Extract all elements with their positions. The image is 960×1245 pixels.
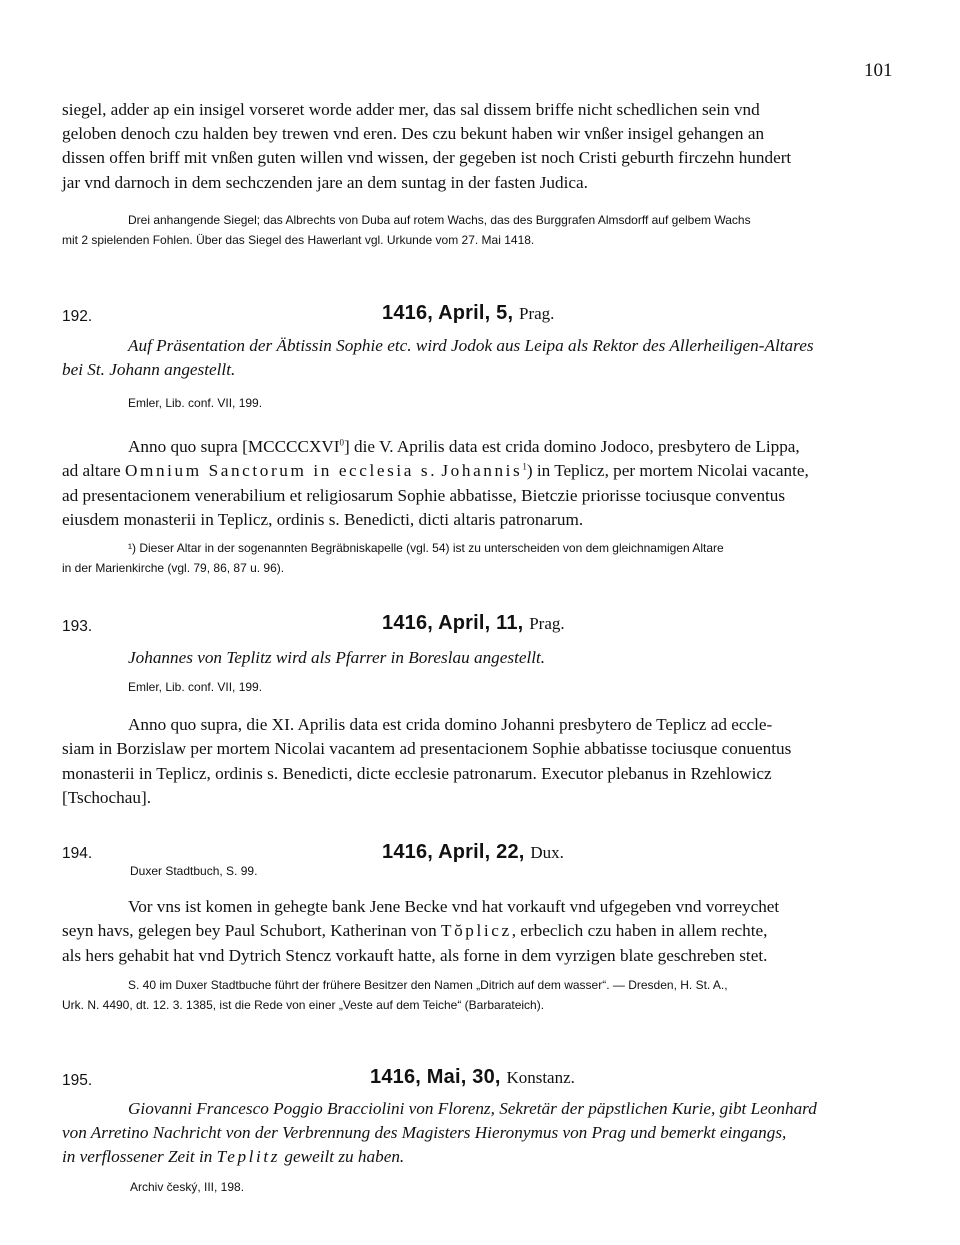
text-line: Anno quo supra, die XI. Aprilis data est crida domino Johanni presbytero de Teplicz ad eccle- — [128, 715, 773, 734]
entry-date — [382, 841, 564, 864]
text-fragment: ad altare — [62, 461, 121, 481]
text-line — [62, 919, 896, 943]
text-fragment: , erbeclich czu haben in allem rechte, — [511, 921, 768, 941]
seal-note — [62, 210, 896, 250]
note-line: in der Marienkirche (vgl. 79, 86, 87 u. 96). — [62, 561, 285, 575]
text-line: als hers gehabit hat vnd Dytrich Stencz vorkauft hatte, als forne in dem vyrzigen blate geschreben stet. — [62, 945, 768, 965]
regest-line — [62, 1145, 902, 1169]
entry-text — [62, 895, 896, 968]
entry-text — [62, 435, 896, 532]
text-line: Vor vns ist komen in gehegte bank Jene Becke vnd hat vorkauft vnd ufgegeben vnd vorreychet — [128, 897, 780, 916]
entry-note — [62, 975, 896, 1015]
regest-line: bei St. Johann angestellt. — [62, 360, 236, 379]
text-fragment: ] die V. Aprilis data est crida domino Jodoco, presbytero de Lippa, — [344, 437, 800, 456]
text-line: geloben denoch czu halden bey trewen vnd eren. Des czu bekunt haben wir vnßer insigel gehangen an — [62, 124, 765, 144]
entry-number: 194. — [62, 845, 93, 862]
source-reference: Emler, Lib. conf. VII, 199. — [128, 396, 263, 410]
note-line: Urk. N. 4490, dt. 12. 3. 1385, ist die Rede von einer „Veste auf dem Teiche“ (Barbarateich). — [62, 998, 545, 1012]
text-line: jar vnd darnoch in dem sechczenden jare an dem suntag in der fasten Judica. — [62, 172, 588, 192]
entry-number: 195. — [62, 1072, 93, 1089]
entry-place: Prag. — [518, 304, 555, 323]
continuation-text — [62, 98, 896, 195]
entry-date — [370, 1066, 575, 1089]
text-line: [Tschochau]. — [62, 787, 151, 807]
entry-date — [382, 612, 565, 635]
text-line — [62, 459, 896, 483]
source-reference: Archiv český, III, 198. — [130, 1180, 245, 1194]
entry-place: Prag. — [529, 614, 565, 633]
footnote-ref: 1 — [522, 461, 527, 472]
regest-line: Johannes von Teplitz wird als Pfarrer in Boreslau angestellt. — [128, 648, 546, 667]
text-fragment: Anno quo supra [MCCCCXVI — [128, 437, 340, 456]
source-reference: Emler, Lib. conf. VII, 199. — [128, 680, 263, 694]
text-line: ad presentacionem venerabilium et religiosarum Sophie abbatisse, Bietczie priorisse tociusque conventus — [62, 485, 786, 505]
entry-place: Dux. — [530, 843, 564, 862]
source-reference: Duxer Stadtbuch, S. 99. — [130, 864, 258, 878]
note-line: S. 40 im Duxer Stadtbuche führt der frühere Besitzer den Namen „Ditrich auf dem wasser“. — Dresden, H. St. A., — [128, 978, 728, 992]
spaced-text: Tŏplicz — [441, 921, 512, 941]
text-fragment: ) in Teplicz, per mortem Nicolai vacante, — [526, 461, 809, 481]
entry-number: 192. — [62, 308, 93, 325]
note-line — [62, 538, 896, 558]
text-fragment: Dieser Altar in der sogenannten Begräbniskapelle (vgl. 54) ist zu unterscheiden von dem gleichnamigen Altare — [139, 541, 724, 555]
text-line — [62, 435, 896, 459]
text-line: eiusdem monasterii in Teplicz, ordinis s. Benedicti, dicti altaris patronarum. — [62, 509, 584, 529]
date-text: 1416, April, 11, — [382, 612, 524, 634]
note-line: mit 2 spielenden Fohlen. Über das Siegel des Hawerlant vgl. Urkunde vom 27. Mai 1418. — [62, 233, 535, 247]
spaced-text: Teplitz — [216, 1147, 281, 1166]
entry-place: Konstanz. — [506, 1068, 575, 1087]
regest — [62, 1097, 902, 1169]
note-line: Drei anhangende Siegel; das Albrechts von Duba auf rotem Wachs, das des Burggrafen Almsdorff auf gelbem Wachs — [128, 213, 751, 227]
date-text: 1416, April, 5, — [382, 302, 514, 324]
text-line: monasterii in Teplicz, ordinis s. Benedicti, dicte ecclesie patronarum. Executor plebanus in Rzehlowicz — [62, 763, 772, 783]
text-fragment: in verflossener Zeit in — [62, 1147, 213, 1166]
text-line: siegel, adder ap ein insigel vorseret worde adder mer, das sal dissem briffe nicht schedlichen sein vnd — [62, 100, 760, 119]
text-fragment: seyn havs, gelegen bey Paul Schubort, Katherinan von — [62, 921, 437, 941]
regest-line: Giovanni Francesco Poggio Bracciolini von Florenz, Sekretär der päpstlichen Kurie, gibt Leonhard — [128, 1099, 817, 1118]
spaced-text: Johannis — [441, 461, 523, 481]
footnote-marker: ¹) — [128, 541, 136, 555]
text-line: siam in Borzislaw per mortem Nicolai vacantem ad presentacionem Sophie abbatisse tociusque conuentus — [62, 739, 792, 759]
regest-line: Auf Präsentation der Äbtissin Sophie etc. wird Jodok aus Leipa als Rektor des Allerheiligen-Altares — [128, 336, 814, 355]
entry-text — [62, 713, 896, 810]
date-text: 1416, Mai, 30, — [370, 1066, 501, 1088]
text-line: dissen offen briff mit vnßen guten willen vnd wissen, der gegeben ist noch Cristi geburth firczehn hundert — [62, 148, 792, 168]
regest-line: von Arretino Nachricht von der Verbrennung des Magisters Hieronymus von Prag und bemerkt eingangs, — [62, 1123, 787, 1142]
date-text: 1416, April, 22, — [382, 841, 525, 863]
footnote — [62, 538, 896, 578]
page-number: 101 — [864, 60, 893, 81]
regest — [128, 646, 896, 670]
regest — [62, 334, 896, 382]
text-fragment: geweilt zu haben. — [284, 1147, 405, 1166]
entry-number: 193. — [62, 618, 93, 635]
spaced-text: Omnium Sanctorum in ecclesia s. — [124, 461, 438, 481]
superscript: 0 — [339, 437, 345, 448]
entry-date — [382, 302, 554, 325]
